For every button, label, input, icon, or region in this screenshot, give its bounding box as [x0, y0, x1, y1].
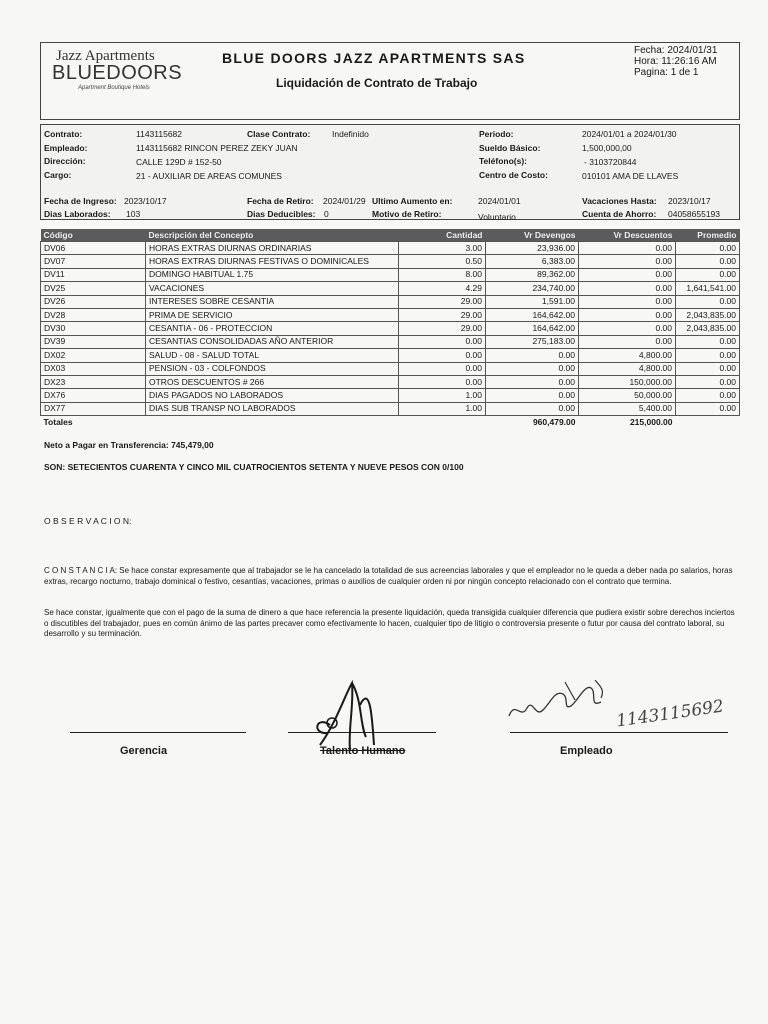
cell-descripcion: PRIMA DE SERVICIO: [146, 308, 399, 321]
cell-promedio: 1,641,541.00: [676, 282, 740, 295]
empty-cell: [676, 416, 740, 429]
cell-codigo: DV11: [41, 268, 146, 281]
company-logo: [52, 48, 192, 94]
total-devengos: 960,479.00: [532, 416, 576, 427]
telefono-value: - 3103720844: [584, 157, 637, 167]
cell-codigo: DX23: [41, 375, 146, 388]
table-row: [41, 389, 740, 402]
totals-label: Totales: [43, 416, 73, 427]
cell-descuentos: 4,800.00: [579, 362, 676, 375]
cell-descripcion: PENSION - 03 - COLFONDOS: [146, 362, 399, 375]
periodo-label: Periodo:: [479, 129, 514, 139]
cell-cantidad: 0.50: [399, 255, 486, 268]
cell-promedio: 0.00: [676, 242, 740, 255]
clase-contrato-value: Indefinido: [332, 129, 369, 139]
fecha-ingreso-value: 2023/10/17: [124, 196, 167, 206]
table-row: [41, 402, 740, 415]
cell-codigo: DV28: [41, 308, 146, 321]
motivo-retiro-label: Motivo de Retiro:: [372, 209, 442, 219]
cell-descuentos: 150,000.00: [579, 375, 676, 388]
dias-deducibles-value: 0: [324, 209, 329, 219]
table-row: [41, 268, 740, 281]
totals-row: [41, 416, 740, 429]
table-row: [41, 255, 740, 268]
cell-descripcion: HORAS EXTRAS DIURNAS ORDINARIAS: [146, 242, 399, 255]
cell-devengos: 0.00: [486, 402, 579, 415]
logo-line1: Jazz Apartments: [56, 48, 155, 64]
cell-promedio: 0.00: [676, 389, 740, 402]
cell-descripcion: DOMINGO HABITUAL 1.75: [146, 268, 399, 281]
cell-codigo: DX03: [41, 362, 146, 375]
cell-descripcion: VACACIONES: [146, 282, 399, 295]
cargo-value: 21 - AUXILIAR DE AREAS COMUNES: [136, 171, 282, 181]
cell-cantidad: 1.00: [399, 389, 486, 402]
cell-descuentos: 0.00: [579, 308, 676, 321]
document-title: Liquidación de Contrato de Trabajo: [276, 76, 478, 90]
logo-line2: BLUEDOORS: [52, 62, 183, 84]
cell-descuentos: 0.00: [579, 268, 676, 281]
direccion-label: Dirección:: [44, 156, 86, 166]
col-header-devengos: Vr Devengos: [486, 229, 579, 242]
constancia-label: C O N S T A N C I A:: [44, 566, 118, 575]
gerencia-signature-line: [70, 732, 246, 733]
son-text: SON: SETECIENTOS CUARENTA Y CINCO MIL CUATROCIENTOS SETENTA Y NUEVE PESOS CON 0/100: [44, 462, 464, 472]
cell-descuentos: 0.00: [579, 242, 676, 255]
col-header-promedio: Promedio: [676, 229, 740, 242]
cell-codigo: DX02: [41, 349, 146, 362]
cell-promedio: 2,043,835.00: [676, 308, 740, 321]
print-date: Fecha: 2024/01/31: [634, 45, 718, 56]
fecha-retiro-label: Fecha de Retiro:: [247, 196, 314, 206]
cell-devengos: 89,362.00: [486, 268, 579, 281]
cell-descripcion: OTROS DESCUENTOS # 266: [146, 375, 399, 388]
cell-promedio: 0.00: [676, 362, 740, 375]
table-row: [41, 335, 740, 348]
cell-promedio: 0.00: [676, 375, 740, 388]
cell-devengos: 164,642.00: [486, 308, 579, 321]
periodo-value: 2024/01/01 a 2024/01/30: [582, 129, 677, 139]
table-row: [41, 282, 740, 295]
centro-costo-label: Centro de Costo:: [479, 170, 548, 180]
cell-cantidad: 1.00: [399, 402, 486, 415]
ultimo-aumento-label: Ultimo Aumento en:: [372, 196, 453, 206]
cell-promedio: 0.00: [676, 349, 740, 362]
cell-cantidad: 3.00: [399, 242, 486, 255]
cell-descuentos: 5,400.00: [579, 402, 676, 415]
empleado-signature-line: [510, 732, 728, 733]
cell-descuentos: 0.00: [579, 255, 676, 268]
cell-descuentos: 50,000.00: [579, 389, 676, 402]
cell-codigo: DV25: [41, 282, 146, 295]
col-header-descripcion: Descripción del Concepto: [146, 229, 399, 242]
empty-cell: [399, 416, 486, 429]
cell-devengos: 6,383.00: [486, 255, 579, 268]
observacion-label: O B S E R V A C I O N:: [44, 516, 132, 526]
cell-codigo: DV26: [41, 295, 146, 308]
clase-contrato-label: Clase Contrato:: [247, 129, 311, 139]
cell-descuentos: 0.00: [579, 335, 676, 348]
cell-cantidad: 0.00: [399, 375, 486, 388]
company-name: BLUE DOORS JAZZ APARTMENTS SAS: [222, 50, 526, 66]
dias-laborados-label: Dias Laborados:: [44, 209, 111, 219]
cell-codigo: DV07: [41, 255, 146, 268]
cell-cantidad: 8.00: [399, 268, 486, 281]
cell-devengos: 164,642.00: [486, 322, 579, 335]
sueldo-value: 1,500,000,00: [582, 143, 632, 153]
cell-devengos: 0.00: [486, 375, 579, 388]
cell-devengos: 23,936.00: [486, 242, 579, 255]
empty-cell: [146, 416, 399, 429]
cell-promedio: 0.00: [676, 255, 740, 268]
centro-costo-value: 010101 AMA DE LLAVES: [582, 171, 679, 181]
vacaciones-label: Vacaciones Hasta:: [582, 196, 657, 206]
table-row: [41, 349, 740, 362]
cell-codigo: DV39: [41, 335, 146, 348]
neto-a-pagar: Neto a Pagar en Transferencia: 745,479,00: [44, 440, 214, 450]
cell-devengos: 234,740.00: [486, 282, 579, 295]
cell-descripcion: CESANTIAS CONSOLIDADAS AÑO ANTERIOR: [146, 335, 399, 348]
total-descuentos: 215,000.00: [629, 416, 673, 427]
cell-descripcion: DIAS PAGADOS NO LABORADOS: [146, 389, 399, 402]
cell-codigo: DX77: [41, 402, 146, 415]
logo-line3: Apartment Boutique Hotels: [78, 85, 150, 91]
talento-signature-icon: [300, 675, 420, 765]
cell-promedio: 2,043,835.00: [676, 322, 740, 335]
cell-cantidad: 29.00: [399, 295, 486, 308]
cell-cantidad: 4.29: [399, 282, 486, 295]
table-row: [41, 375, 740, 388]
page-number: Pagina: 1 de 1: [634, 67, 699, 78]
second-paragraph: Se hace constar, igualmente que con el pago de la suma de dinero a que hace referencia la presente liquidación, queda transigida cualquier diferencia que pudiera existir sobre derechos inciertos o discutibles del trabajador, pues en común ánimo de las partes precaver como efectivamente lo hacen, cualquier tipo de litigio o controversia presente o futur por causa del contrato laboral, su desarrollo y su terminación.: [44, 608, 735, 638]
print-time: Hora: 11:26:16 AM: [634, 56, 717, 67]
cell-promedio: 0.00: [676, 335, 740, 348]
telefono-label: Teléfono(s):: [479, 156, 528, 166]
cell-cantidad: 29.00: [399, 322, 486, 335]
cell-cantidad: 0.00: [399, 362, 486, 375]
table-row: [41, 295, 740, 308]
table-row: [41, 308, 740, 321]
ultimo-aumento-value: 2024/01/01: [478, 196, 521, 206]
cell-descuentos: 0.00: [579, 282, 676, 295]
col-header-codigo: Código: [41, 229, 146, 242]
table-row: [41, 242, 740, 255]
cell-codigo: DV06: [41, 242, 146, 255]
cell-devengos: 275,183.00: [486, 335, 579, 348]
cell-descuentos: 0.00: [579, 295, 676, 308]
empleado-label: Empleado:: [44, 143, 88, 153]
constancia-text: Se hace constar expresamente que al trabajador se le ha cancelado la totalidad de sus acreencias laborales y que el empleador no le queda a deber nada po salarios, horas extras, recargo nocturno, trabajo dominical o festivo, cesantías, vacaciones, primas o auxilios de cualquier orden ni por ningún concepto relacionado con el contrato que termina.: [44, 566, 733, 586]
cell-descripcion: INTERESES SOBRE CESANTIA: [146, 295, 399, 308]
cell-devengos: 0.00: [486, 349, 579, 362]
dias-deducibles-label: Dias Deducibles:: [247, 209, 316, 219]
table-row: [41, 322, 740, 335]
contrato-value: 1143115682: [136, 129, 183, 139]
fecha-ingreso-label: Fecha de Ingreso:: [44, 196, 117, 206]
cell-descripcion: SALUD - 08 - SALUD TOTAL: [146, 349, 399, 362]
col-header-descuentos: Vr Descuentos: [579, 229, 676, 242]
table-row: [41, 362, 740, 375]
cuenta-ahorro-label: Cuenta de Ahorro:: [582, 209, 657, 219]
empleado-label: Empleado: [560, 745, 613, 757]
cell-codigo: DX76: [41, 389, 146, 402]
cell-promedio: 0.00: [676, 295, 740, 308]
constancia-paragraph: [44, 566, 740, 587]
cell-descripcion: CESANTIA - 06 - PROTECCION: [146, 322, 399, 335]
empleado-signature-icon: [505, 680, 625, 730]
cell-devengos: 0.00: [486, 389, 579, 402]
direccion-value: CALLE 129D # 152-50: [136, 157, 222, 167]
cell-cantidad: 0.00: [399, 335, 486, 348]
gerencia-label: Gerencia: [120, 745, 168, 757]
cell-codigo: DV30: [41, 322, 146, 335]
cargo-label: Cargo:: [44, 170, 72, 180]
talento-humano-label: Talento Humano: [320, 745, 406, 757]
cell-cantidad: 0.00: [399, 349, 486, 362]
table-header-row: [41, 229, 740, 242]
dias-laborados-value: 103: [126, 209, 141, 219]
cell-devengos: 1,591.00: [486, 295, 579, 308]
col-header-cantidad: Cantidad: [399, 229, 486, 242]
fecha-retiro-value: 2024/01/29: [323, 196, 366, 206]
cell-descripcion: DIAS SUB TRANSP NO LABORADOS: [146, 402, 399, 415]
cell-promedio: 0.00: [676, 402, 740, 415]
handwritten-id-number: 1143115692: [615, 696, 726, 732]
cell-descuentos: 0.00: [579, 322, 676, 335]
cell-promedio: 0.00: [676, 268, 740, 281]
concepts-table: [40, 229, 740, 428]
vacaciones-value: 2023/10/17: [668, 196, 711, 206]
cuenta-ahorro-value: 04058655193: [668, 209, 721, 219]
motivo-retiro-value: Voluntario: [478, 212, 516, 222]
cell-cantidad: 29.00: [399, 308, 486, 321]
cell-descuentos: 4,800.00: [579, 349, 676, 362]
contrato-label: Contrato:: [44, 129, 83, 139]
cell-descripcion: HORAS EXTRAS DIURNAS FESTIVAS O DOMINICALES: [146, 255, 399, 268]
sueldo-label: Sueldo Básico:: [479, 143, 541, 153]
cell-devengos: 0.00: [486, 362, 579, 375]
empleado-value: 1143115682 RINCON PEREZ ZEKY JUAN: [136, 143, 298, 153]
